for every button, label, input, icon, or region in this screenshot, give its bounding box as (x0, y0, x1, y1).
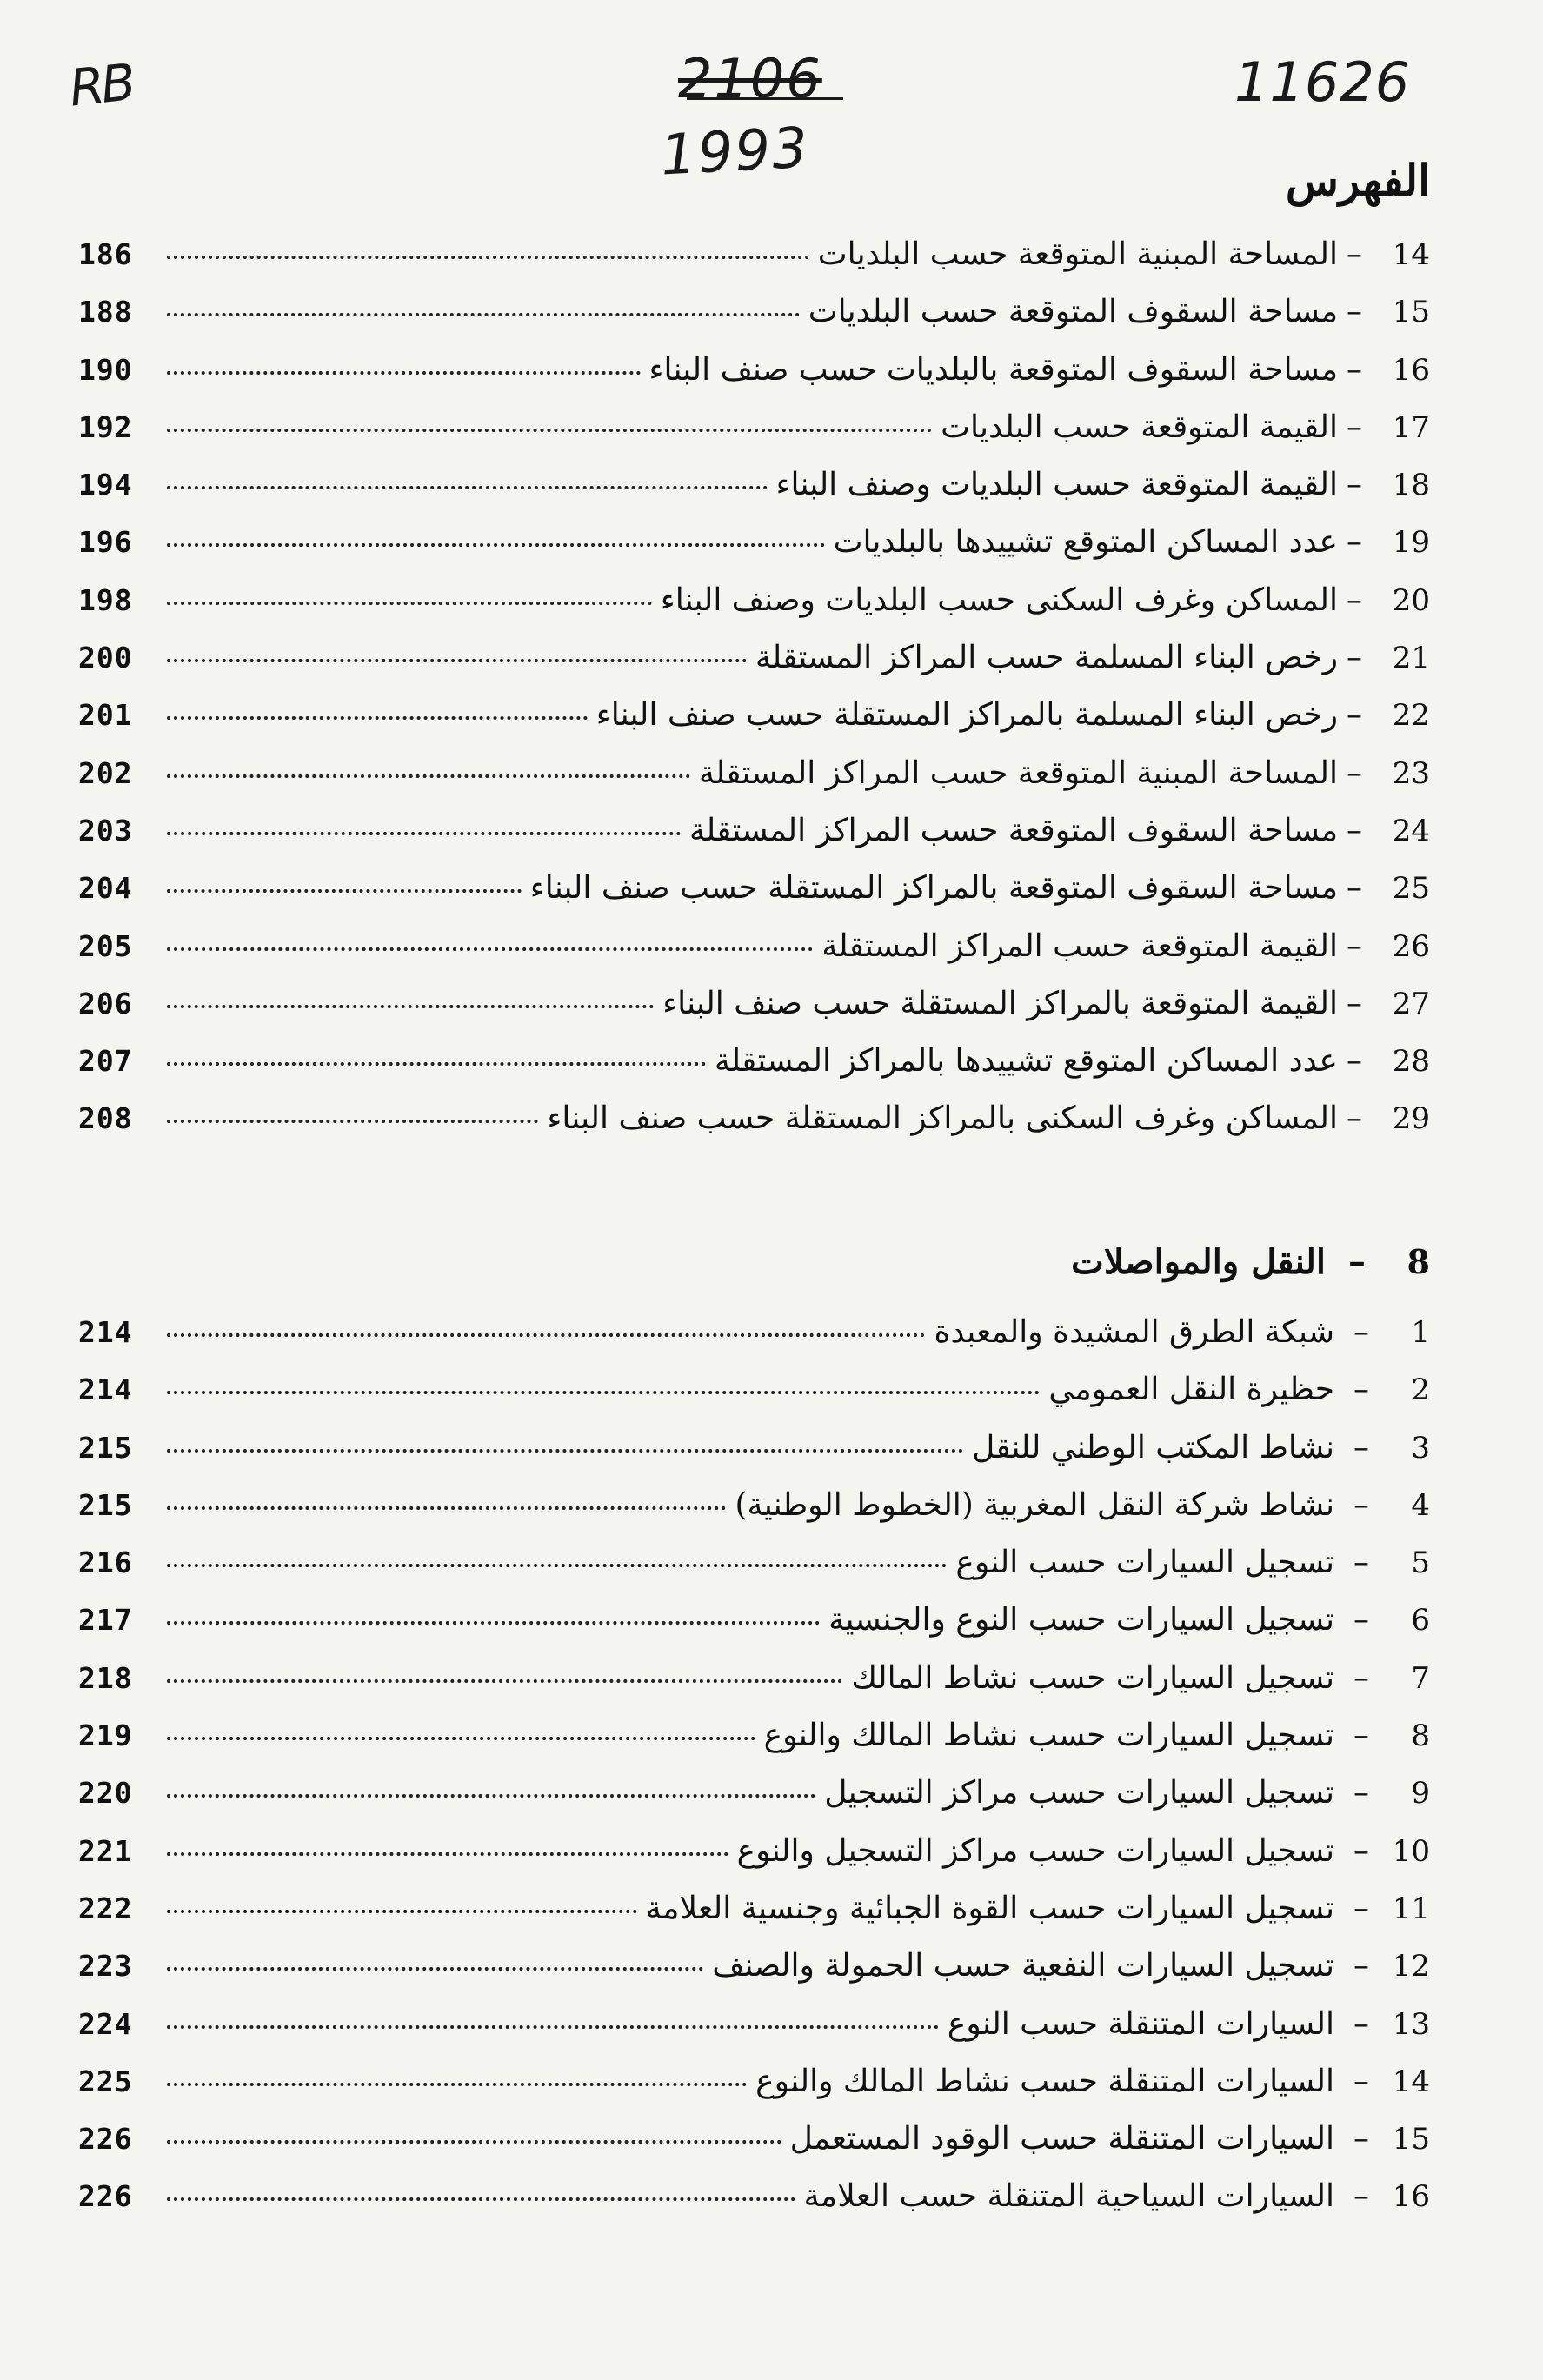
dot-leader (167, 1506, 726, 1510)
entry-separator: – (1353, 2063, 1369, 2099)
entry-page-number: 220 (78, 1776, 133, 1811)
entry-separator: – (1347, 870, 1362, 907)
dot-leader (167, 602, 652, 605)
section-title: النقل والمواصلات (1071, 1241, 1326, 1282)
entry-page-number: 203 (78, 813, 133, 848)
entry-title: القيمة المتوقعة بالمراكز المستقلة حسب صنف البناء (662, 985, 1338, 1021)
index-entry (78, 467, 1430, 524)
entry-number: 13 (1392, 2006, 1430, 2042)
index-entry (78, 524, 1430, 582)
dot-leader (167, 659, 747, 662)
entry-title: المساكن وغرف السكنى بالمراكز المستقلة حسب صنف البناء (547, 1100, 1338, 1137)
entry-label (547, 1100, 1430, 1136)
index-entry (78, 928, 1430, 986)
entry-page-number: 192 (78, 409, 133, 444)
entry-title: تسجيل السيارات حسب مراكز التسجيل (824, 1775, 1334, 1812)
entry-number: 21 (1392, 641, 1430, 676)
index-entry (78, 2006, 1430, 2064)
entry-page-number: 204 (78, 871, 133, 906)
entry-title: تسجيل السيارات حسب القوة الجبائية وجنسية العلامة (645, 1890, 1334, 1926)
entry-label (715, 1043, 1430, 1079)
entry-number: 29 (1392, 1101, 1430, 1137)
entry-separator: – (1347, 927, 1362, 964)
index-entry (78, 236, 1430, 294)
entry-label (851, 1660, 1430, 1696)
handwritten-initials: RB (66, 52, 136, 118)
entry-separator: – (1347, 812, 1362, 848)
entry-number: 26 (1392, 928, 1430, 964)
entry-number: 15 (1392, 2122, 1430, 2157)
dot-leader (167, 1737, 755, 1740)
index-entry (78, 1545, 1430, 1602)
entry-title: تسجيل السيارات حسب مراكز التسجيل والنوع (736, 1832, 1334, 1869)
entry-separator: – (1353, 1775, 1369, 1812)
entry-label (530, 870, 1430, 906)
entry-number: 16 (1392, 2179, 1430, 2215)
entry-title: رخص البناء المسلمة بالمراكز المستقلة حسب صنف البناء (595, 697, 1338, 734)
handwritten-crossed-number: 2106 (678, 47, 822, 110)
entry-title: عدد المساكن المتوقع تشييدها بالمراكز المستقلة (714, 1043, 1338, 1080)
index-entry (78, 697, 1430, 755)
entry-number: 10 (1392, 1833, 1430, 1869)
entry-page-number: 208 (78, 1101, 133, 1136)
entry-separator: – (1347, 1043, 1362, 1080)
entry-separator: – (1353, 1545, 1369, 1581)
index-entry (78, 1660, 1430, 1718)
entry-page-number: 219 (78, 1719, 133, 1753)
entry-label (699, 755, 1430, 791)
entry-title: شبكة الطرق المشيدة والمعبدة (934, 1314, 1334, 1350)
index-entry (78, 1043, 1430, 1100)
dot-leader (167, 1564, 947, 1567)
entry-label (662, 986, 1430, 1021)
index-entry (78, 2064, 1430, 2121)
index-entry (78, 1100, 1430, 1158)
entry-title: مساحة السقوف المتوقعة حسب المراكز المستقلة (688, 812, 1338, 848)
section-separator: – (1348, 1241, 1366, 1282)
entry-page-number: 225 (78, 2064, 133, 2098)
entry-number: 19 (1392, 525, 1430, 561)
entry-number: 4 (1411, 1487, 1430, 1523)
index-entry (78, 870, 1430, 927)
dot-leader (167, 1621, 820, 1625)
entry-separator: – (1347, 697, 1362, 734)
entry-label (646, 1891, 1430, 1926)
dot-leader (167, 371, 641, 375)
dot-leader (167, 889, 522, 893)
index-list-part-1 (78, 236, 1430, 1159)
dot-leader (167, 1391, 1040, 1394)
entry-separator: – (1347, 582, 1362, 618)
dot-leader (167, 1794, 815, 1798)
entry-number: 14 (1392, 2064, 1430, 2099)
entry-label (661, 582, 1430, 618)
index-entry (78, 352, 1430, 409)
entry-page-number: 221 (78, 1833, 133, 1868)
section-number: 8 (1407, 1242, 1430, 1281)
index-entry (78, 1948, 1430, 2005)
entry-number: 15 (1392, 295, 1430, 330)
entry-label (790, 2121, 1430, 2157)
entry-separator: – (1347, 985, 1362, 1021)
entry-separator: – (1353, 1832, 1369, 1869)
entry-label (712, 1948, 1430, 1984)
dot-leader (167, 716, 588, 720)
index-entry (78, 1430, 1430, 1487)
entry-page-number: 196 (78, 525, 133, 560)
entry-title: السيارات المتنقلة حسب الوقود المستعمل (789, 2121, 1334, 2157)
entry-title: القيمة المتوقعة حسب البلديات (941, 409, 1338, 445)
entry-separator: – (1353, 1486, 1369, 1523)
dot-leader (167, 1005, 654, 1008)
entry-page-number: 226 (78, 2122, 133, 2157)
entry-number: 14 (1392, 237, 1430, 272)
entry-separator: – (1347, 640, 1362, 676)
index-list-transport (78, 1314, 1430, 2237)
entry-number: 7 (1411, 1660, 1430, 1696)
entry-page-number: 186 (78, 237, 133, 271)
entry-label (824, 1775, 1430, 1811)
entry-page-number: 214 (78, 1315, 133, 1349)
entry-separator: – (1353, 1718, 1369, 1754)
dot-leader (167, 1062, 706, 1066)
entry-page-number: 223 (78, 1949, 133, 1984)
entry-page-number: 190 (78, 352, 133, 387)
entry-title: عدد المساكن المتوقع تشييدها بالبلديات (833, 524, 1338, 561)
entry-label (948, 2006, 1430, 2042)
entry-label (735, 1487, 1430, 1523)
entry-label (776, 467, 1430, 502)
entry-page-number: 226 (78, 2179, 133, 2214)
entry-page-number: 201 (78, 698, 133, 733)
entry-separator: – (1353, 1372, 1369, 1408)
entry-title: تسجيل السيارات حسب نشاط المالك (851, 1659, 1334, 1696)
entry-title: مساحة السقوف المتوقعة بالبلديات حسب صنف البناء (648, 351, 1338, 388)
entry-title: حظيرة النقل العمومي (1048, 1372, 1334, 1408)
entry-label (737, 1833, 1430, 1869)
index-entry (78, 1891, 1430, 1948)
entry-title: السيارات السياحية المتنقلة حسب العلامة (803, 2178, 1334, 2215)
entry-number: 25 (1392, 871, 1430, 907)
entry-title: المساكن وغرف السكنى حسب البلديات وصنف البناء (660, 582, 1338, 618)
entry-number: 8 (1411, 1719, 1430, 1754)
entry-page-number: 194 (78, 468, 133, 502)
index-title: الفهرس (1285, 155, 1430, 206)
entry-label (808, 294, 1430, 329)
entry-page-number: 218 (78, 1660, 133, 1695)
entry-label (821, 928, 1430, 964)
dot-leader (167, 429, 932, 432)
dot-leader (167, 1679, 842, 1683)
entry-number: 5 (1411, 1546, 1430, 1581)
dot-leader (167, 1852, 728, 1856)
entry-number: 16 (1392, 352, 1430, 388)
entry-number: 6 (1411, 1603, 1430, 1639)
entry-page-number: 217 (78, 1603, 133, 1638)
entry-title: السيارات المتنقلة حسب نشاط المالك والنوع (755, 2063, 1334, 2099)
entry-page-number: 207 (78, 1044, 133, 1079)
entry-separator: – (1353, 1890, 1369, 1926)
entry-separator: – (1347, 755, 1362, 791)
index-entry (78, 755, 1430, 813)
entry-label (689, 813, 1430, 848)
entry-separator: – (1353, 2178, 1369, 2215)
dot-leader (167, 313, 800, 316)
dot-leader (167, 774, 690, 778)
dot-leader (167, 1910, 637, 1913)
entry-number: 23 (1392, 755, 1430, 791)
entry-label (818, 236, 1430, 272)
dot-leader (167, 2197, 795, 2201)
strike-line (687, 97, 843, 100)
dot-leader (167, 486, 768, 489)
dot-leader (167, 543, 825, 547)
entry-title: القيمة المتوقعة حسب البلديات وصنف البناء (775, 467, 1338, 503)
entry-number: 11 (1392, 1891, 1430, 1926)
entry-label (955, 1545, 1430, 1580)
entry-title: تسجيل السيارات حسب النوع (955, 1545, 1334, 1581)
index-entry (78, 1833, 1430, 1891)
entry-number: 20 (1392, 582, 1430, 618)
entry-separator: – (1353, 1429, 1369, 1466)
entry-separator: – (1347, 351, 1362, 388)
entry-number: 1 (1411, 1315, 1430, 1350)
handwritten-reference-number: 11626 (1234, 50, 1411, 114)
entry-separator: – (1347, 294, 1362, 330)
section-heading (1071, 1241, 1430, 1282)
dot-leader (167, 1333, 925, 1337)
entry-separator: – (1353, 2005, 1369, 2042)
entry-separator: – (1347, 1100, 1362, 1137)
entry-label (649, 352, 1430, 388)
entry-label (1048, 1372, 1430, 1407)
entry-title: تسجيل السيارات النفعية حسب الحمولة والصنف (712, 1948, 1334, 1984)
index-entry (78, 1487, 1430, 1545)
entry-page-number: 216 (78, 1546, 133, 1580)
entry-title: القيمة المتوقعة حسب المراكز المستقلة (821, 927, 1338, 964)
index-entry (78, 2178, 1430, 2236)
index-entry (78, 640, 1430, 697)
entry-number: 17 (1392, 409, 1430, 445)
index-entry (78, 813, 1430, 870)
index-entry (78, 1602, 1430, 1659)
entry-separator: – (1353, 1602, 1369, 1639)
index-entry (78, 409, 1430, 467)
entry-title: نشاط المكتب الوطني للنقل (972, 1429, 1334, 1466)
entry-number: 27 (1392, 986, 1430, 1021)
dot-leader (167, 1120, 538, 1123)
entry-title: رخص البناء المسلمة حسب المراكز المستقلة (755, 640, 1338, 676)
index-entry (78, 986, 1430, 1043)
entry-number: 18 (1392, 468, 1430, 503)
entry-title: مساحة السقوف المتوقعة حسب البلديات (808, 294, 1338, 330)
entry-page-number: 215 (78, 1430, 133, 1465)
entry-page-number: 222 (78, 1891, 133, 1925)
entry-separator: – (1353, 2121, 1369, 2157)
entry-title: نشاط شركة النقل المغربية (الخطوط الوطنية) (735, 1486, 1334, 1523)
dot-leader (167, 832, 681, 835)
entry-separator: – (1347, 467, 1362, 503)
entry-separator: – (1353, 1659, 1369, 1696)
dot-leader (167, 2025, 939, 2029)
dot-leader (167, 1449, 963, 1453)
entry-label (834, 524, 1430, 560)
entry-label (934, 1314, 1430, 1350)
index-entry (78, 582, 1430, 640)
entry-number: 3 (1411, 1430, 1430, 1466)
entry-number: 9 (1411, 1776, 1430, 1812)
entry-number: 2 (1411, 1373, 1430, 1408)
entry-title: مساحة السقوف المتوقعة بالمراكز المستقلة حسب صنف البناء (529, 870, 1338, 907)
entry-page-number: 224 (78, 2006, 133, 2041)
entry-separator: – (1353, 1948, 1369, 1984)
entry-title: السيارات المتنقلة حسب النوع (947, 2005, 1334, 2042)
entry-number: 24 (1392, 813, 1430, 848)
entry-label (804, 2178, 1430, 2214)
entry-label (596, 697, 1430, 733)
dot-leader (167, 2083, 747, 2086)
entry-label (972, 1430, 1430, 1466)
dot-leader (167, 256, 809, 259)
entry-label (755, 640, 1430, 675)
entry-label (828, 1602, 1430, 1638)
entry-page-number: 215 (78, 1487, 133, 1522)
handwritten-year: 1993 (659, 116, 811, 189)
entry-number: 28 (1392, 1044, 1430, 1080)
dot-leader (167, 947, 813, 951)
entry-label (941, 409, 1430, 445)
entry-page-number: 214 (78, 1373, 133, 1407)
index-entry (78, 1775, 1430, 1832)
entry-number: 12 (1392, 1949, 1430, 1984)
entry-page-number: 202 (78, 755, 133, 790)
entry-page-number: 205 (78, 928, 133, 963)
entry-separator: – (1347, 236, 1362, 272)
index-entry (78, 2121, 1430, 2178)
index-entry (78, 1314, 1430, 1372)
entry-separator: – (1347, 409, 1362, 445)
entry-title: المساحة المبنية المتوقعة حسب المراكز المستقلة (699, 755, 1338, 791)
entry-title: تسجيل السيارات حسب نشاط المالك والنوع (763, 1718, 1334, 1754)
entry-page-number: 206 (78, 986, 133, 1020)
entry-title: المساحة المبنية المتوقعة حسب البلديات (817, 236, 1338, 272)
entry-number: 22 (1392, 698, 1430, 734)
entry-title: تسجيل السيارات حسب النوع والجنسية (828, 1602, 1334, 1639)
entry-page-number: 198 (78, 582, 133, 617)
entry-label (755, 2064, 1430, 2099)
entry-label (764, 1718, 1430, 1753)
index-entry (78, 294, 1430, 351)
dot-leader (167, 2140, 781, 2144)
index-entry (78, 1372, 1430, 1429)
entry-page-number: 200 (78, 641, 133, 675)
entry-separator: – (1347, 524, 1362, 561)
index-entry (78, 1718, 1430, 1775)
entry-separator: – (1353, 1314, 1369, 1350)
entry-page-number: 188 (78, 295, 133, 329)
dot-leader (167, 1967, 703, 1971)
